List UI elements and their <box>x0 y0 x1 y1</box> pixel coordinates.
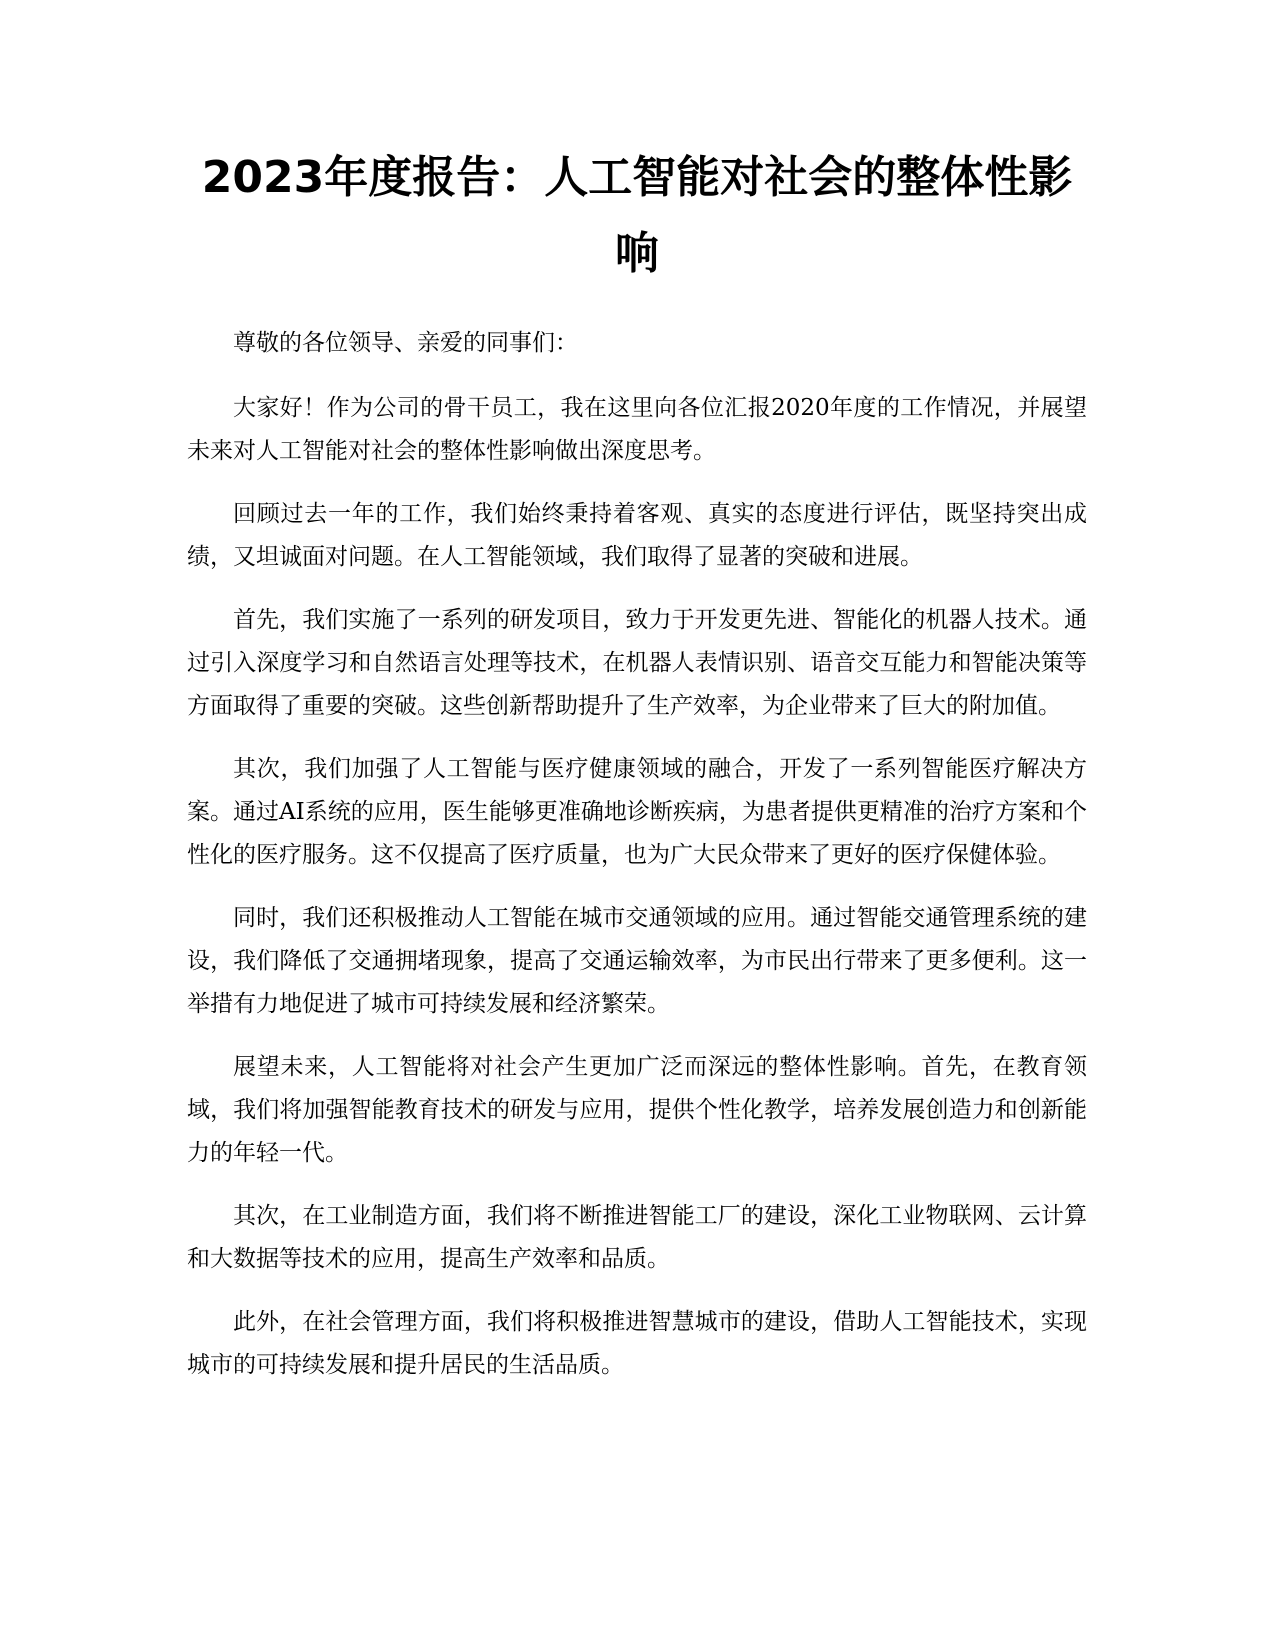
paragraph: 同时，我们还积极推动人工智能在城市交通领域的应用。通过智能交通管理系统的建设，我们降低了交通拥堵现象，提高了交通运输效率，为市民出行带来了更多便利。这一举措有力地促进了城市可持续发展和经济繁荣。 <box>187 905 1087 1017</box>
paragraph: 其次，我们加强了人工智能与医疗健康领域的融合，开发了一系列智能医疗解决方案。通过AI系统的应用，医生能够更准确地诊断疾病，为患者提供更精准的治疗方案和个性化的医疗服务。这不仅提高了医疗质量，也为广大民众带来了更好的医疗保健体验。 <box>187 756 1087 868</box>
paragraph: 其次，在工业制造方面，我们将不断推进智能工厂的建设，深化工业物联网、云计算和大数据等技术的应用，提高生产效率和品质。 <box>187 1203 1087 1272</box>
paragraph: 大家好！作为公司的骨干员工，我在这里向各位汇报2020年度的工作情况，并展望未来对人工智能对社会的整体性影响做出深度思考。 <box>187 395 1087 464</box>
paragraph: 展望未来，人工智能将对社会产生更加广泛而深远的整体性影响。首先，在教育领域，我们将加强智能教育技术的研发与应用，提供个性化教学，培养发展创造力和创新能力的年轻一代。 <box>187 1054 1087 1166</box>
document-page <box>187 140 1087 1407</box>
document-title: 2023年度报告：人工智能对社会的整体性影响 <box>201 152 1073 279</box>
paragraph: 此外，在社会管理方面，我们将积极推进智慧城市的建设，借助人工智能技术，实现城市的可持续发展和提升居民的生活品质。 <box>187 1309 1087 1378</box>
paragraph: 首先，我们实施了一系列的研发项目，致力于开发更先进、智能化的机器人技术。通过引入深度学习和自然语言处理等技术，在机器人表情识别、语音交互能力和智能决策等方面取得了重要的突破。这些创新帮助提升了生产效率，为企业带来了巨大的附加值。 <box>187 607 1087 719</box>
paragraph: 回顾过去一年的工作，我们始终秉持着客观、真实的态度进行评估，既坚持突出成绩，又坦诚面对问题。在人工智能领域，我们取得了显著的突破和进展。 <box>187 501 1087 570</box>
greeting: 尊敬的各位领导、亲爱的同事们： <box>233 330 578 356</box>
